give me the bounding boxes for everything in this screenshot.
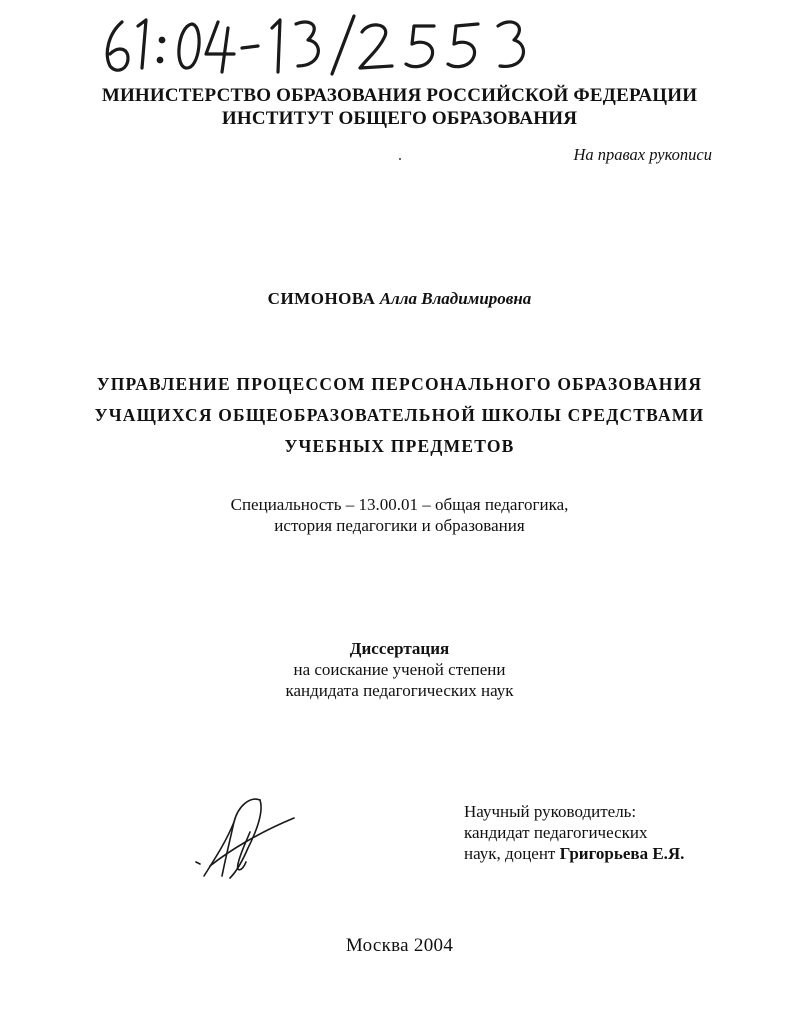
degree-line: на соискание ученой степени [293,660,506,679]
author-surname: СИМОНОВА [267,289,376,308]
specialty-block [0,494,799,536]
signature-icon [190,792,300,884]
advisor-title-line [464,843,764,864]
advisor-role: Научный руководитель: [464,802,637,821]
advisor-rank: наук, доцент [464,844,556,863]
advisor-name: Григорьева Е.Я. [559,844,685,863]
title-line: УЧЕБНЫХ ПРЕДМЕТОВ [284,436,515,456]
specialty-line: история педагогики и образования [274,516,525,535]
specialty-line: Специальность – 13.00.01 – общая педагогика, [230,495,569,514]
header-institution [0,84,799,130]
city-year: Москва 2004 [345,935,454,956]
manuscript-rights-note: На правах рукописи [573,145,712,164]
ministry-name: МИНИСТЕРСТВО ОБРАЗОВАНИЯ РОССИЙСКОЙ ФЕДЕРАЦИИ [101,85,698,106]
scan-speck [399,158,401,160]
degree-line: кандидата педагогических наук [285,681,514,700]
institute-name: ИНСТИТУТ ОБЩЕГО ОБРАЗОВАНИЯ [221,108,578,129]
author-name [0,289,799,309]
dissertation-block [0,638,799,701]
scientific-advisor-block [464,801,764,864]
dissertation-heading: Диссертация [349,639,450,658]
dissertation-title [0,369,799,462]
handwritten-archive-number [100,14,530,76]
author-given-names: Алла Владимировна [379,289,532,308]
advisor-degree: кандидат педагогических [464,823,648,842]
title-line: УЧАЩИХСЯ ОБЩЕОБРАЗОВАТЕЛЬНОЙ ШКОЛЫ СРЕДСТВАМИ [94,405,705,425]
title-line: УПРАВЛЕНИЕ ПРОЦЕССОМ ПЕРСОНАЛЬНОГО ОБРАЗОВАНИЯ [96,374,703,394]
